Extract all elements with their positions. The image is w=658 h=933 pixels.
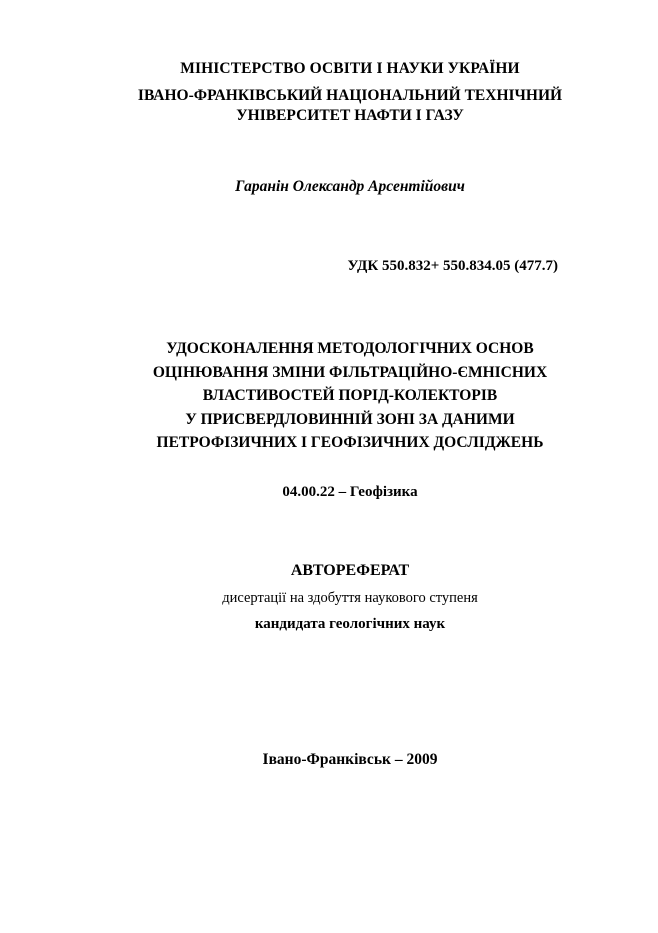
- university-name-line-1: ІВАНО-ФРАНКІВСЬКИЙ НАЦІОНАЛЬНИЙ ТЕХНІЧНИЙ: [137, 87, 563, 104]
- author-name: Гаранін Олександр Арсентійович: [235, 178, 465, 195]
- title-line-4: У ПРИСВЕРДЛОВИННІЙ ЗОНІ ЗА ДАНИМИ: [185, 410, 515, 428]
- document-type: АВТОРЕФЕРАТ: [290, 562, 410, 579]
- degree-name: кандидата геологічних наук: [254, 616, 446, 632]
- title-line-2: ОЦІНЮВАННЯ ЗМІНИ ФІЛЬТРАЦІЙНО-ЄМНІСНИХ: [152, 363, 548, 381]
- university-name: [0, 86, 658, 126]
- ministry-name: МІНІСТЕРСТВО ОСВІТИ І НАУКИ УКРАЇНИ: [180, 60, 520, 77]
- udk-code: УДК 550.832+ 550.834.05 (477.7): [347, 258, 558, 274]
- title-line-3: ВЛАСТИВОСТЕЙ ПОРІД-КОЛЕКТОРІВ: [202, 387, 498, 404]
- degree-subtitle: дисертації на здобуття наукового ступеня: [222, 590, 478, 606]
- specialty-code: 04.00.22 – Геофізика: [282, 484, 418, 500]
- title-line-1: УДОСКОНАЛЕННЯ МЕТОДОЛОГІЧНИХ ОСНОВ: [166, 340, 534, 357]
- university-name-line-2: УНІВЕРСИТЕТ НАФТИ І ГАЗУ: [236, 107, 464, 124]
- title-line-5: ПЕТРОФІЗИЧНИХ І ГЕОФІЗИЧНИХ ДОСЛІДЖЕНЬ: [156, 434, 544, 451]
- dissertation-title: [0, 337, 658, 455]
- city-year: Івано-Франківськ – 2009: [262, 751, 438, 768]
